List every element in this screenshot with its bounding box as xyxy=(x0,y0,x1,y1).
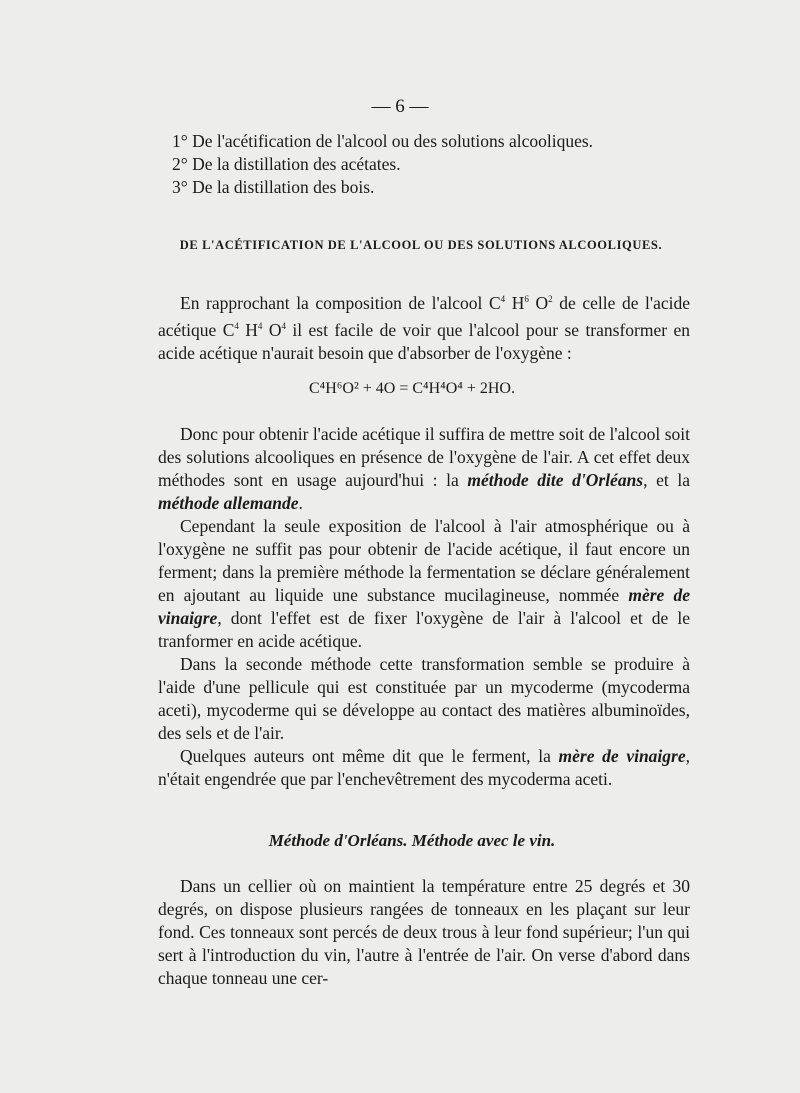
text: O xyxy=(262,319,282,340)
list-item: 2° De la distillation des acétates. xyxy=(172,154,401,174)
emphasis: mère de vinaigre xyxy=(558,746,686,766)
section-heading: DE L'ACÉTIFICATION DE L'ALCOOL OU DES SOLUTIONS ALCOOLIQUES. xyxy=(179,238,663,252)
sup: 6 xyxy=(524,294,529,304)
text: , dont l'effet est de fixer l'oxygène de l'air à l'alcool et de le tranformer en acide acétique. xyxy=(158,608,690,651)
text: Quelques auteurs ont même dit que le ferment, la xyxy=(180,746,559,766)
text: H xyxy=(238,319,258,340)
text: En rapprochant la composition de l'alcool C xyxy=(180,292,501,313)
list-item: 3° De la distillation des bois. xyxy=(172,177,375,197)
numbered-list xyxy=(172,130,593,199)
emphasis: méthode allemande xyxy=(158,493,299,513)
text: il est facile de voir que l'alcool pour se transformer en acide acétique n'aurait besoin que d'absorber de l'oxygène : xyxy=(158,319,690,363)
sup: 4 xyxy=(500,294,506,304)
sup: 4 xyxy=(257,320,263,331)
paragraph-1 xyxy=(158,288,690,365)
sup: 2 xyxy=(548,294,553,304)
text: Donc pour obtenir l'acide acétique il suffira de mettre soit de l'alcool soit des solutions alcooliques en présence de l'oxygène de l'air. A cet effet deux méthodes sont en usage aujourd'hui : la xyxy=(158,424,690,490)
paragraph-2 xyxy=(158,423,690,515)
chemical-formula: C⁴H⁶O² + 4O = C⁴H⁴O⁴ + 2HO. xyxy=(309,380,515,397)
emphasis: mère de vinaigre xyxy=(158,585,690,628)
text: . xyxy=(298,493,303,513)
text: de celle de l'acide acétique C xyxy=(158,292,690,340)
list-item: 1° De l'acétification de l'alcool ou des solutions alcooliques. xyxy=(172,131,594,151)
page-number: — 6 — xyxy=(371,96,429,117)
paragraph-group xyxy=(158,423,690,791)
sup: 4 xyxy=(281,320,286,331)
paragraph-4: Dans la seconde méthode cette transformation semble se produire à l'aide d'une pellicule qui est constituée par un mycoderme (mycoderma aceti), mycoderme qui se développe au contact des matières albuminoïdes, des sels et de l'air. xyxy=(158,654,690,743)
text: Cependant la seule exposition de l'alcool à l'air atmosphérique ou à l'oxygène ne suffit pas pour obtenir de l'acide acétique, il faut encore un ferment; dans la première méthode la fermentation se déclare généralement en ajoutant au liquide une substance mucilagineuse, nommée xyxy=(158,516,690,605)
sup: 4 xyxy=(234,320,239,331)
text: , et la xyxy=(643,470,690,490)
text: O xyxy=(528,292,549,313)
text: H xyxy=(505,292,525,313)
text: , n'était engendrée que par l'enchevêtrement des mycoderma aceti. xyxy=(158,746,690,789)
subheading: Méthode d'Orléans. Méthode avec le vin. xyxy=(268,831,556,850)
paragraph-5 xyxy=(158,745,690,791)
paragraph-3 xyxy=(158,515,690,653)
emphasis: méthode dite d'Orléans xyxy=(467,470,644,490)
paragraph-6-container xyxy=(158,875,690,990)
paragraph-6: Dans un cellier où on maintient la température entre 25 degrés et 30 degrés, on dispose plusieurs rangées de tonneaux en les plaçant sur leur fond. Ces tonneaux sont percés de deux trous à leur fond supérieur; l'un qui sert à l'introduction du vin, l'autre à l'entrée de l'air. On verse d'abord dans chaque tonneau une cer- xyxy=(158,876,690,988)
